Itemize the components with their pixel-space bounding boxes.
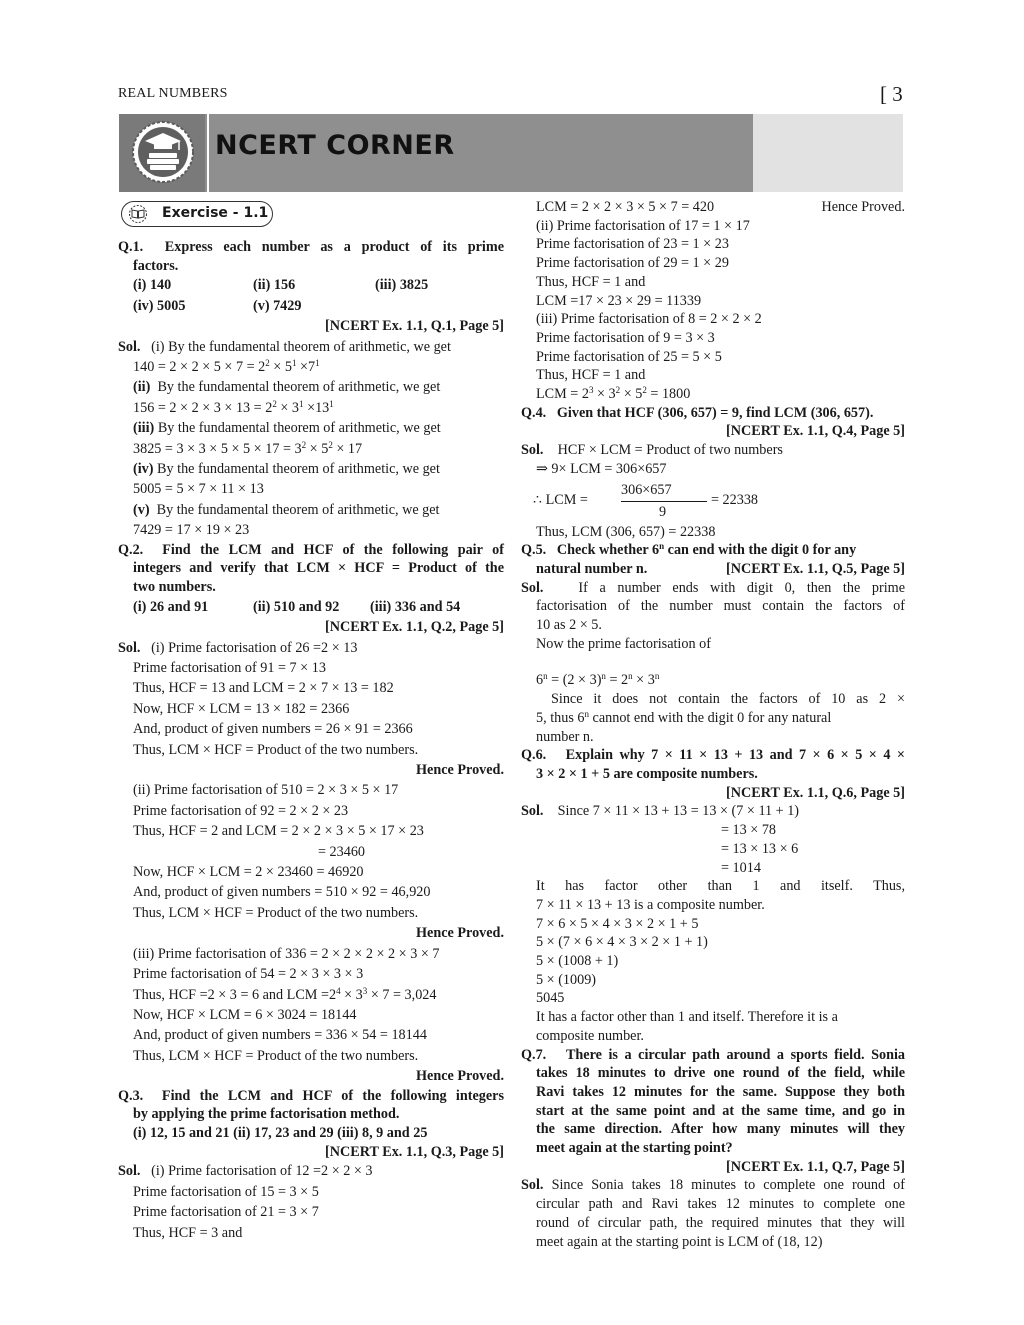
q2-options — [118, 597, 504, 617]
sol-line: Prime factorisation of 23 = 1 × 23 — [536, 236, 729, 253]
equation: $140 = 2 \times 2 \times 5 \times 7 = 2^2 \times 5^1 \times 7^1$ — [133, 358, 320, 376]
right-column — [521, 198, 905, 1251]
sol-line: 10 as 2 × 5. — [536, 617, 602, 634]
q1-option: (v) 7429 — [253, 297, 302, 314]
q7-line: start at the same point and at the same time, and go in — [536, 1102, 905, 1119]
fraction-bar — [621, 501, 707, 502]
q7-line: takes 18 minutes to drive one round of the field, while — [536, 1065, 905, 1082]
sol-line: Now, HCF × LCM = 6 × 3024 = 18144 — [133, 1006, 357, 1023]
sol-line: Thus, HCF = 3 and — [133, 1224, 243, 1241]
q2-reference: [NCERT Ex. 1.1, Q.2, Page 5] — [325, 619, 504, 636]
equation: $6^n = (2 \times 3)^n = 2^n \times 3^n$ — [536, 671, 660, 689]
sol-line: circular path and Ravi takes 12 minutes to complete one — [536, 1196, 905, 1213]
banner-title: NCERT CORNER — [215, 130, 455, 161]
sol-line: Now, HCF × LCM = 2 × 23460 = 46920 — [133, 864, 364, 881]
q3-line: by applying the prime factorisation method. — [133, 1106, 400, 1123]
equation: 5005 = 5 × 7 × 11 × 13 — [133, 481, 264, 498]
sol-line: 5, thus 6$^n$ cannot end with the digit 0 for any natural — [536, 708, 832, 726]
q1-option: (i) 140 — [133, 277, 172, 294]
banner-divider — [207, 114, 209, 192]
sol-line: composite number. — [536, 1027, 644, 1044]
graduation-cap-books-icon — [131, 120, 195, 184]
sol-line: Prime factorisation of 15 = 3 × 5 — [133, 1183, 319, 1200]
open-book-icon — [128, 205, 148, 223]
sol-line: Thus, HCF = 2 and LCM = 2 × 2 × 3 × 5 × 17 × 23 — [133, 823, 424, 840]
q4-reference: [NCERT Ex. 1.1, Q.4, Page 5] — [726, 423, 905, 440]
q3-line: Q.3. Find the LCM and HCF of the following integers — [118, 1087, 504, 1104]
sol-line: (v) By the fundamental theorem of arithmetic, we get — [133, 501, 440, 518]
banner-light-panel — [753, 114, 903, 192]
running-head: REAL NUMBERS — [118, 86, 228, 101]
sol-line: factorisation of the number must contain the factors of — [536, 598, 905, 615]
sol-line: Thus, HCF = 13 and LCM = 2 × 7 × 13 = 182 — [133, 680, 394, 697]
hence-proved: Hence Proved. — [416, 762, 504, 779]
equation: $3825 = 3 \times 3 \times 5 \times 5 \times 17 = 3^2 \times 5^2 \times 17$ — [133, 439, 363, 457]
q5-reference: [NCERT Ex. 1.1, Q.5, Page 5] — [726, 560, 905, 577]
sol-line: Sol. HCF × LCM = Product of two numbers — [521, 442, 783, 459]
q2-option: (iii) 336 and 54 — [370, 598, 461, 615]
sol-label: Sol. — [118, 338, 141, 355]
lcm-fraction — [521, 479, 905, 523]
sol-line — [118, 337, 504, 357]
sol-line: Prime factorisation of 91 = 7 × 13 — [133, 660, 326, 677]
sol-line: (ii) By the fundamental theorem of arithmetic, we get — [133, 379, 441, 396]
sol-line: Prime factorisation of 21 = 3 × 7 — [133, 1204, 319, 1221]
sol-line: Sol. (i) Prime factorisation of 12 =2 × 2 × 3 — [118, 1163, 373, 1180]
sol-line: Now the prime factorisation of — [536, 635, 711, 652]
q6-line: Q.6. Explain why 7 × 11 × 13 + 13 and 7 × 6 × 5 × 4 × — [521, 747, 906, 764]
q1-option: (iii) 3825 — [375, 277, 429, 294]
sol-line: And, product of given numbers = 510 × 92 = 46,920 — [133, 884, 431, 901]
q7-reference: [NCERT Ex. 1.1, Q.7, Page 5] — [726, 1158, 905, 1175]
sol-line: 7 × 6 × 5 × 4 × 3 × 2 × 1 + 5 — [536, 915, 699, 932]
left-column — [118, 238, 504, 1243]
sol-line: 5 × (7 × 6 × 4 × 3 × 2 × 1 + 1) — [536, 934, 708, 951]
sol-line: (iii) By the fundamental theorem of arithmetic, we get — [133, 420, 441, 437]
sol-line: 7 × 11 × 13 + 13 is a composite number. — [536, 896, 765, 913]
q1-options — [118, 275, 504, 295]
exercise-label-pill — [121, 201, 273, 227]
q7-line: Ravi takes 12 minutes for the same. Suppose they both — [536, 1083, 905, 1100]
sol-line: (ii) Prime factorisation of 510 = 2 × 3 × 5 × 17 — [133, 782, 399, 799]
sol-line: meet again at the starting point is LCM of (18, 12) — [536, 1233, 823, 1250]
sol-line: Thus, LCM (306, 657) = 22338 — [536, 523, 716, 540]
hence-proved: Hence Proved. — [416, 925, 504, 942]
q5-line: Q.5. Check whether 6$^n$ can end with the digit 0 for any — [521, 541, 857, 559]
sol-line: (ii) Prime factorisation of 17 = 1 × 17 — [536, 217, 750, 234]
sol-line: ⇒ 9× LCM = 306×657 — [536, 460, 667, 477]
sol-line: 5045 — [536, 990, 565, 1007]
sol-line: 5 × (1008 + 1) — [536, 953, 619, 970]
sol-line: (iii) Prime factorisation of 8 = 2 × 2 × 2 — [536, 311, 762, 328]
sol-line: And, product of given numbers = 26 × 91 = 2366 — [133, 721, 413, 738]
sol-line: Thus, LCM × HCF = Product of the two numbers. — [133, 741, 419, 758]
ncert-corner-banner — [119, 114, 903, 192]
sol-line: Thus, HCF =2 × 3 = 6 and LCM $=2^4 \times 3^3 \times 7 = 3,024$ — [133, 985, 437, 1003]
sol-line: LCM = 2 × 2 × 3 × 5 × 7 = 420 Hence Proved. — [536, 199, 905, 215]
sol-line: Thus, LCM × HCF = Product of the two numbers. — [133, 1047, 419, 1064]
sol-line: Thus, HCF = 1 and — [536, 273, 646, 290]
sol-line: Prime factorisation of 9 = 3 × 3 — [536, 329, 715, 346]
q6-line: 3 × 2 × 1 + 5 are composite numbers. — [536, 765, 758, 782]
q2-line: two numbers. — [133, 579, 216, 596]
fraction-lhs: ∴ LCM = — [533, 491, 588, 508]
q2-line: Q.2. Find the LCM and HCF of the following pair of — [118, 541, 504, 558]
q1-number: Q.1. — [118, 239, 144, 255]
q1-reference: [NCERT Ex. 1.1, Q.1, Page 5] — [325, 318, 504, 335]
sol-line: LCM =17 × 23 × 29 = 11339 — [536, 292, 702, 309]
sol-line: Prime factorisation of 92 = 2 × 2 × 23 — [133, 802, 349, 819]
sol-line: Prime factorisation of 29 = 1 × 29 — [536, 255, 729, 272]
q7-line: meet again at the starting point? — [536, 1140, 733, 1157]
q1-text: Express each number as a product of its prime — [164, 239, 504, 255]
q4-line: Q.4. Given that HCF (306, 657) = 9, find LCM (306, 657). — [521, 404, 874, 421]
sol-line: Sol. Since Sonia takes 18 minutes to complete one round of — [521, 1177, 906, 1194]
q7-line: Q.7. There is a circular path around a sports field. Sonia — [521, 1046, 906, 1063]
fraction-result: = 22338 — [711, 491, 759, 508]
q3-reference: [NCERT Ex. 1.1, Q.3, Page 5] — [325, 1143, 504, 1160]
sol-line: = 13 × 13 × 6 — [721, 840, 799, 857]
sol-line: Now, HCF × LCM = 13 × 182 = 2366 — [133, 700, 350, 717]
q1-options — [118, 296, 504, 316]
sol-line: Since it does not contain the factors of 10 as 2 × — [551, 691, 905, 708]
q3-options: (i) 12, 15 and 21 (ii) 17, 23 and 29 (iii) 8, 9 and 25 — [133, 1124, 428, 1141]
sol-line: Sol. Since 7 × 11 × 13 + 13 = 13 × (7 × 11 + 1) — [521, 803, 800, 820]
page-number: [ 3 — [880, 82, 903, 106]
q5-line: natural number n. [NCERT Ex. 1.1, Q.5, Page 5] — [536, 560, 905, 577]
equation: 7429 = 17 × 19 × 23 — [133, 522, 250, 539]
q7-line: the same direction. After how many minutes will they — [536, 1121, 905, 1138]
sol-line: Sol. If a number ends with digit 0, then the prime — [521, 579, 905, 596]
sol-line: = 13 × 78 — [721, 822, 777, 839]
sol-line: (iv) By the fundamental theorem of arithmetic, we get — [133, 461, 440, 478]
sol-line: Prime factorisation of 25 = 5 × 5 — [536, 348, 722, 365]
q6-reference: [NCERT Ex. 1.1, Q.6, Page 5] — [726, 784, 905, 801]
sol-line: 5 × (1009) — [536, 971, 597, 988]
sol-line: It has factor other than 1 and itself. Thus, — [536, 878, 905, 895]
equation: $156 = 2 \times 2 \times 3 \times 13 = 2^2 \times 3^1 \times 13^1$ — [133, 398, 334, 416]
hence-proved: Hence Proved. — [416, 1068, 504, 1085]
fraction-numerator: 306×657 — [621, 481, 672, 498]
hence-proved: Hence Proved. — [821, 199, 905, 215]
sol-line: = 23460 — [318, 843, 366, 860]
sol-line: round of circular path, the required minutes that they will — [536, 1214, 905, 1231]
q1-option: (ii) 156 — [253, 277, 296, 294]
sol-line: It has a factor other than 1 and itself. Therefore it is a — [536, 1009, 838, 1026]
q1-line — [118, 238, 504, 257]
q1-line: factors. — [133, 257, 179, 274]
q2-option: (ii) 510 and 92 — [253, 598, 340, 615]
sol-line: LCM = $2^3 \times 3^2 \times 5^2 = 1800$ — [536, 385, 691, 403]
fraction-denominator: 9 — [659, 503, 667, 520]
q2-option: (i) 26 and 91 — [133, 598, 209, 615]
sol-line: Prime factorisation of 54 = 2 × 3 × 3 × 3 — [133, 966, 364, 983]
sol-line: Thus, LCM × HCF = Product of the two numbers. — [133, 904, 419, 921]
sol-line: = 1014 — [721, 859, 761, 876]
sol-line: number n. — [536, 728, 594, 745]
sol-line: Thus, HCF = 1 and — [536, 367, 646, 384]
sol-text: (i) By the fundamental theorem of arithmetic, we get — [151, 338, 451, 355]
sol-line: Sol. (i) Prime factorisation of 26 =2 × 13 — [118, 639, 358, 656]
exercise-label: Exercise - 1.1 — [162, 205, 269, 221]
sol-line: And, product of given numbers = 336 × 54 = 18144 — [133, 1027, 427, 1044]
sol-line: (iii) Prime factorisation of 336 = 2 × 2 × 2 × 2 × 3 × 7 — [133, 945, 440, 962]
q1-option: (iv) 5005 — [133, 297, 186, 314]
q2-line: integers and verify that LCM × HCF = Product of the — [133, 560, 504, 577]
